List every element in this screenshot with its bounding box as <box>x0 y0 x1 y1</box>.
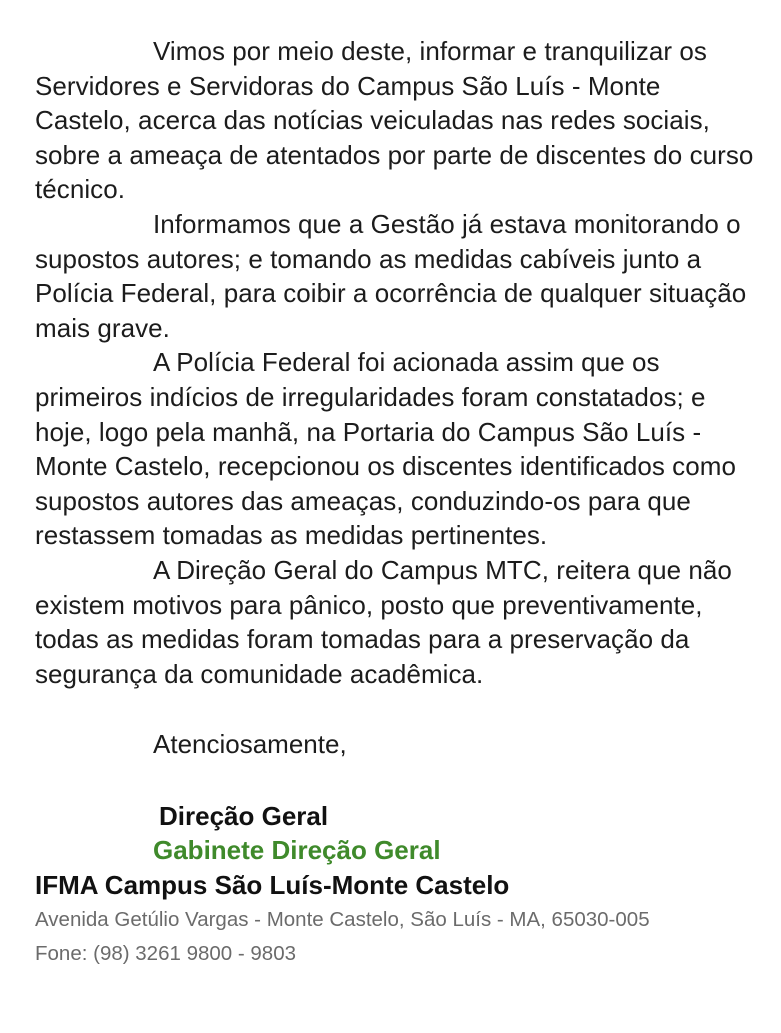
paragraph-reassurance: Vimos por meio deste, informar e tranquilizar os Servidores e Servidoras do Campus São Luís - Monte Castelo, acerca das notícias veiculadas nas redes sociais, sobre a ameaça de atentados por parte de discentes do curso técnico. <box>35 36 754 205</box>
signature-phone: Fone: (98) 3261 9800 - 9803 <box>35 941 296 965</box>
closing-greeting: Atenciosamente, <box>153 729 347 760</box>
signature-address: Avenida Getúlio Vargas - Monte Castelo, São Luís - MA, 65030-005 <box>35 907 650 931</box>
signature-role: Direção Geral <box>159 800 329 831</box>
paragraph-no-panic: A Direção Geral do Campus MTC, reitera que não existem motivos para pânico, posto que preventivamente, todas as medidas foram tomadas para a preservação da segurança da comunidade acadêmica. <box>35 554 732 689</box>
letter-body <box>35 34 755 691</box>
signature-block <box>35 799 755 971</box>
letter <box>35 34 755 971</box>
paragraph-federal-police: A Polícia Federal foi acionada assim que os primeiros indícios de irregularidades foram constatados; e hoje, logo pela manhã, na Portaria do Campus São Luís - Monte Castelo, recepcionou os discentes identificados como supostos autores das ameaças, conduzindo-os para que restassem tomadas as medidas pertinentes. <box>35 347 736 551</box>
paragraph-monitoring: Informamos que a Gestão já estava monitorando o supostos autores; e tomando as medidas cabíveis junto a Polícia Federal, para coibir a ocorrência de qualquer situação mais grave. <box>35 208 747 343</box>
signature-office: Gabinete Direção Geral <box>153 835 441 866</box>
signature-campus: IFMA Campus São Luís-Monte Castelo <box>35 870 510 901</box>
